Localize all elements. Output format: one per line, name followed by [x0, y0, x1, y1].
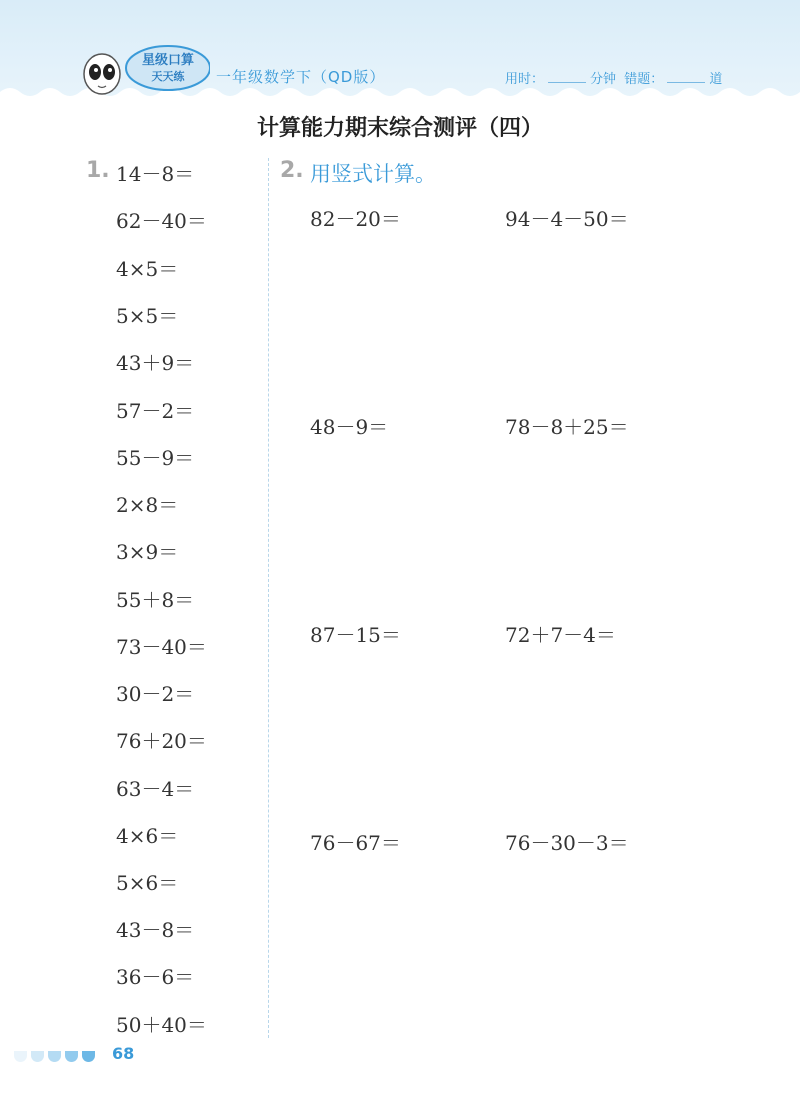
footer-dot [31, 1051, 44, 1062]
section1-problem: 73－40＝ [116, 635, 207, 659]
section2-problem: 76－67＝ [310, 831, 401, 855]
section1-problem: 43－8＝ [116, 918, 195, 942]
errors-label: 错题： [624, 72, 664, 87]
section1-problem: 57－2＝ [116, 399, 195, 423]
section1-number: 1. [86, 158, 110, 183]
section1-problem: 5×5＝ [116, 304, 179, 328]
section2-instruction: 用竖式计算。 [310, 162, 436, 186]
footer-dot [14, 1051, 27, 1062]
header-meta [505, 68, 722, 87]
section1-problem: 63－4＝ [116, 777, 195, 801]
time-blank [548, 70, 586, 83]
section2-problem: 76－30－3＝ [505, 831, 629, 855]
footer-dot [65, 1051, 78, 1062]
section1-problem: 2×8＝ [116, 493, 179, 517]
section2-problem: 87－15＝ [310, 623, 401, 647]
section1-problem: 43＋9＝ [116, 351, 195, 375]
section1-problem: 14－8＝ [116, 162, 195, 186]
section1-problem: 5×6＝ [116, 871, 179, 895]
page-header [0, 0, 800, 100]
section1-problem: 50＋40＝ [116, 1013, 207, 1037]
section1-problem: 55＋8＝ [116, 588, 195, 612]
section2-problem: 48－9＝ [310, 415, 389, 439]
page-title: 计算能力期末综合测评（四） [256, 116, 543, 141]
section2-problem: 78－8＋25＝ [505, 415, 629, 439]
section1-problem: 62－40＝ [116, 209, 207, 233]
footer-dot [48, 1051, 61, 1062]
section1-problem: 76＋20＝ [116, 729, 207, 753]
section1-problem: 3×9＝ [116, 540, 179, 564]
logo-text-bottom: 天天练 [151, 70, 185, 83]
book-title: 一年级数学下（QD版） [216, 68, 386, 86]
section1-problem: 36－6＝ [116, 965, 195, 989]
logo [80, 42, 210, 102]
column-divider [268, 158, 269, 1038]
section1-problem: 30－2＝ [116, 682, 195, 706]
section1-problem: 4×6＝ [116, 824, 179, 848]
section2-problem: 82－20＝ [310, 207, 401, 231]
time-label: 用时： [505, 72, 545, 87]
section1-problem: 55－9＝ [116, 446, 195, 470]
errors-blank [667, 70, 705, 83]
section2-number: 2. [280, 158, 304, 183]
section2-problem: 94－4－50＝ [505, 207, 629, 231]
logo-text-top: 星级口算 [141, 53, 195, 68]
time-unit: 分钟 [590, 72, 617, 87]
footer-dots [14, 1047, 99, 1066]
section2-problem: 72＋7－4＝ [505, 623, 616, 647]
errors-unit: 道 [709, 72, 723, 87]
section1-problem: 4×5＝ [116, 257, 179, 281]
page-number: 68 [112, 1044, 135, 1063]
footer-dot [82, 1051, 95, 1062]
